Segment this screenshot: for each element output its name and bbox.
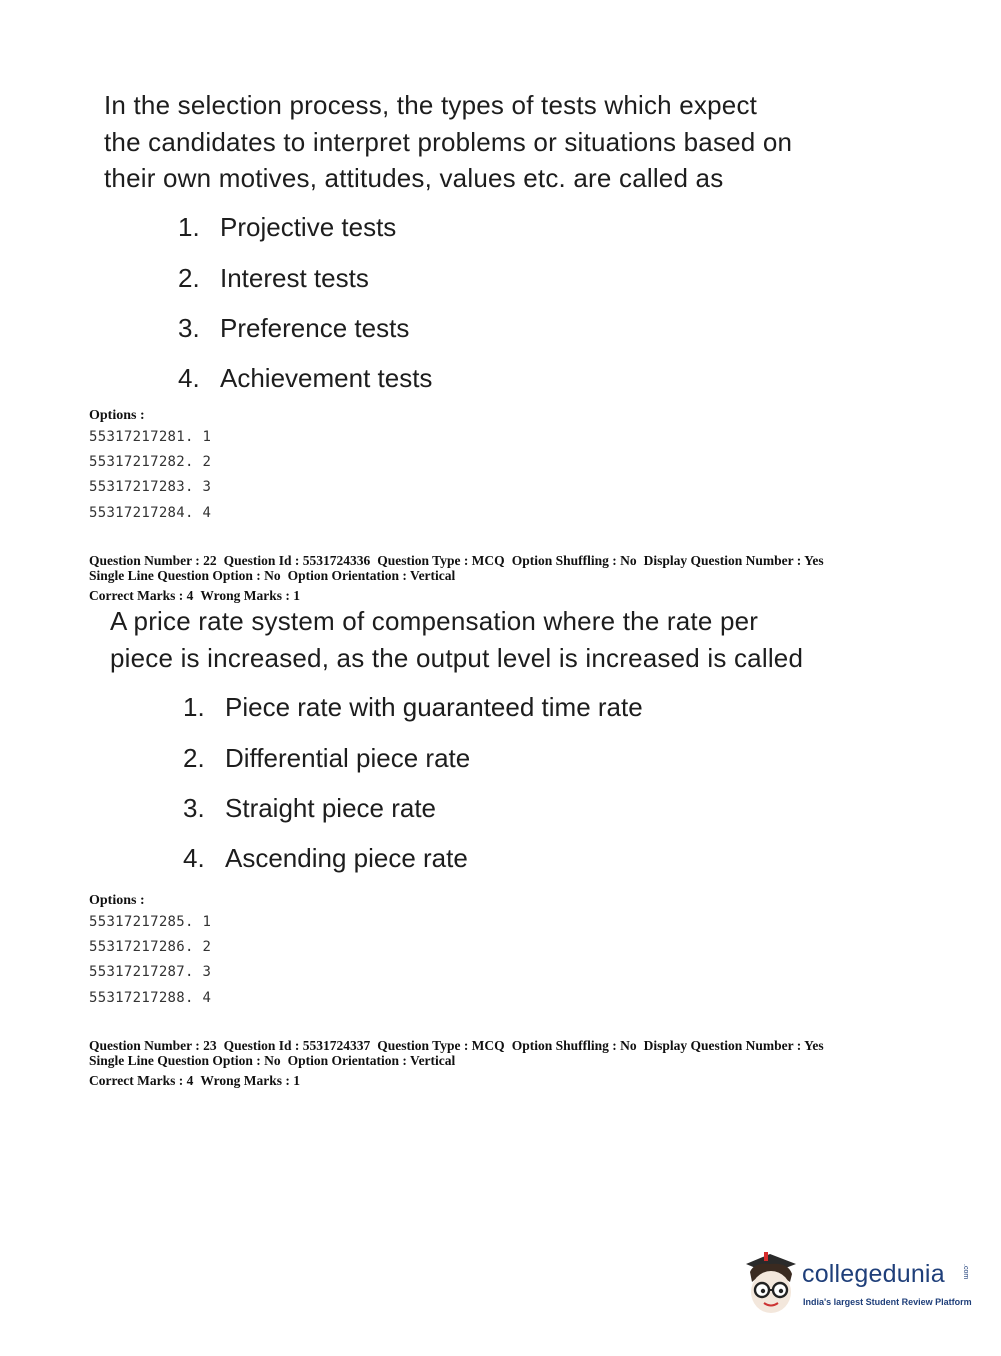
choice-number: 1. xyxy=(183,692,205,722)
choice-number: 2. xyxy=(178,263,200,293)
options-heading: Options : xyxy=(89,408,145,423)
choice-text: Preference tests xyxy=(220,313,410,343)
logo-tagline: India's largest Student Review Platform xyxy=(803,1297,972,1307)
choice-text: Projective tests xyxy=(220,212,397,242)
question-number: Question Number : 23 xyxy=(89,1038,217,1053)
question-21-choice xyxy=(178,263,369,294)
choice-text: Differential piece rate xyxy=(225,743,471,773)
options-heading: Options : xyxy=(89,893,145,908)
question-type: Question Type : MCQ xyxy=(377,553,505,568)
question-22-text xyxy=(110,603,803,676)
collegedunia-logo[interactable] xyxy=(740,1250,970,1320)
question-22-choice xyxy=(183,692,643,723)
option-id-row: 55317217283. 3 xyxy=(89,479,212,495)
question-23-meta xyxy=(89,1038,831,1088)
mascot-icon xyxy=(740,1250,802,1320)
question-21-choice xyxy=(178,313,409,344)
single-line-option: Single Line Question Option : No xyxy=(89,1053,281,1068)
meta-line-2 xyxy=(89,568,831,583)
choice-text: Achievement tests xyxy=(220,363,433,393)
choice-number: 2. xyxy=(183,743,205,773)
option-shuffling: Option Shuffling : No xyxy=(511,1038,637,1053)
choice-number: 3. xyxy=(183,793,205,823)
choice-text: Straight piece rate xyxy=(225,793,437,823)
question-id: Question Id : 5531724337 xyxy=(223,1038,371,1053)
question-type: Question Type : MCQ xyxy=(377,1038,505,1053)
meta-line-3 xyxy=(89,588,831,603)
option-id-row: 55317217284. 4 xyxy=(89,505,212,521)
wrong-marks: Wrong Marks : 1 xyxy=(200,588,300,603)
question-22-meta xyxy=(89,553,831,603)
choice-number: 4. xyxy=(178,363,200,393)
question-21-text-line: In the selection process, the types of tests which expect xyxy=(104,90,758,120)
choice-text: Interest tests xyxy=(220,263,369,293)
choice-number: 1. xyxy=(178,212,200,242)
question-22-text-line: piece is increased, as the output level is increased is called xyxy=(110,642,804,673)
question-22-text-line: A price rate system of compensation where the rate per xyxy=(110,606,759,636)
option-shuffling: Option Shuffling : No xyxy=(511,553,637,568)
question-22-choice xyxy=(183,793,436,824)
display-question-number: Display Question Number : Yes xyxy=(643,1038,824,1053)
question-21-choice xyxy=(178,363,432,394)
option-id-row: 55317217287. 3 xyxy=(89,964,212,980)
meta-line-3 xyxy=(89,1073,831,1088)
single-line-option: Single Line Question Option : No xyxy=(89,568,281,583)
wrong-marks: Wrong Marks : 1 xyxy=(200,1073,300,1088)
choice-number: 3. xyxy=(178,313,200,343)
choice-text: Piece rate with guaranteed time rate xyxy=(225,692,643,722)
meta-line-1 xyxy=(89,1038,831,1053)
option-id-row: 55317217285. 1 xyxy=(89,914,212,930)
choice-text: Ascending piece rate xyxy=(225,843,468,873)
logo-dotcom: .com xyxy=(962,1264,969,1280)
option-orientation: Option Orientation : Vertical xyxy=(287,1053,456,1068)
correct-marks: Correct Marks : 4 xyxy=(89,588,194,603)
question-22-choice xyxy=(183,743,470,774)
option-id-row: 55317217281. 1 xyxy=(89,429,212,445)
option-id-row: 55317217288. 4 xyxy=(89,990,212,1006)
choice-number: 4. xyxy=(183,843,205,873)
question-id: Question Id : 5531724336 xyxy=(223,553,371,568)
question-21-choice xyxy=(178,212,396,243)
option-id-row: 55317217286. 2 xyxy=(89,939,212,955)
logo-wordmark: collegedunia xyxy=(802,1260,945,1288)
question-21-text-line: the candidates to interpret problems or situations based on xyxy=(104,126,793,157)
correct-marks: Correct Marks : 4 xyxy=(89,1073,194,1088)
question-21-text-line: their own motives, attitudes, values etc. are called as xyxy=(104,163,724,193)
meta-line-2 xyxy=(89,1053,831,1068)
question-21-text xyxy=(104,87,792,197)
question-number: Question Number : 22 xyxy=(89,553,217,568)
option-orientation: Option Orientation : Vertical xyxy=(287,568,456,583)
option-id-row: 55317217282. 2 xyxy=(89,454,212,470)
meta-line-1 xyxy=(89,553,831,568)
display-question-number: Display Question Number : Yes xyxy=(643,553,824,568)
question-22-choice xyxy=(183,843,468,874)
